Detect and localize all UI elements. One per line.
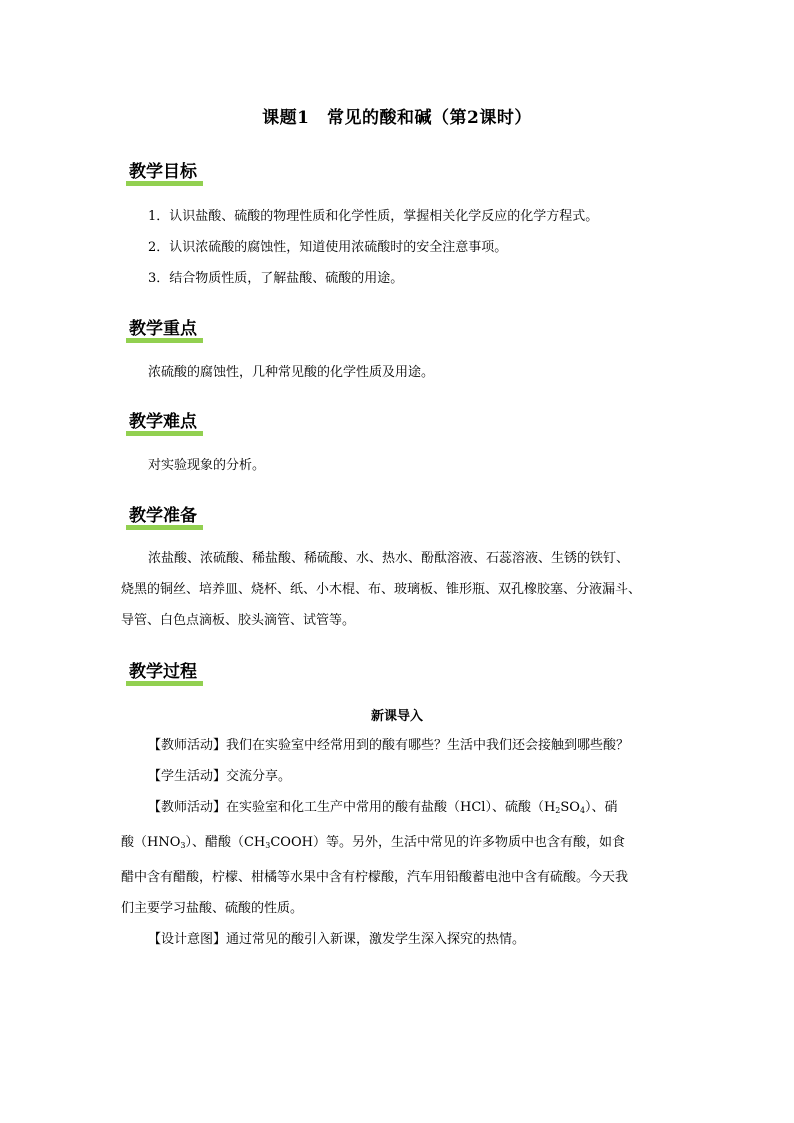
process-subtitle: 新课导入 (370, 709, 423, 724)
page-title: 课题1 常见的酸和碱（第2课时） (262, 108, 532, 128)
section-heading-difficulties: 教学难点 (126, 410, 203, 436)
section-heading-key-points: 教学重点 (126, 317, 203, 343)
difficulties-text: 对实验现象的分析。 (148, 458, 266, 473)
section-heading-goals: 教学目标 (126, 160, 203, 186)
goal-item-3: 3．结合物质性质，了解盐酸、硫酸的用途。 (148, 271, 404, 286)
process-paragraph-teacher-2-line-1: 【教师活动】在实验室和化工生产中常用的酸有盐酸（HCl）、硫酸$(H_2SO_4)$、硝 (148, 800, 618, 815)
process-paragraph-teacher-2-line-2: 酸$(HNO_3)$、醋酸$(CH_3COOH)$等。另外，生活中常见的许多物质中也含有酸，如食 (121, 835, 625, 850)
section-heading-preparation: 教学准备 (126, 504, 203, 530)
goal-item-2: 2．认识浓硫酸的腐蚀性，知道使用浓硫酸时的安全注意事项。 (148, 240, 508, 255)
preparation-line-3: 导管、白色点滴板、胶头滴管、试管等。 (121, 613, 356, 628)
section-heading-process: 教学过程 (126, 660, 203, 686)
goal-item-1: 1．认识盐酸、硫酸的物理性质和化学性质，掌握相关化学反应的化学方程式。 (148, 209, 599, 224)
process-paragraph-teacher-2-line-3: 醋中含有醋酸，柠檬、柑橘等水果中含有柠檬酸，汽车用铅酸蓄电池中含有硫酸。今天我 (121, 870, 629, 885)
process-paragraph-design-intent: 【设计意图】通过常见的酸引入新课，激发学生深入探究的热情。 (148, 932, 526, 947)
process-paragraph-teacher-1: 【教师活动】我们在实验室中经常用到的酸有哪些？生活中我们还会接触到哪些酸？ (148, 738, 630, 753)
key-points-text: 浓硫酸的腐蚀性，几种常见酸的化学性质及用途。 (148, 365, 435, 380)
preparation-line-1: 浓盐酸、浓硫酸、稀盐酸、稀硫酸、水、热水、酚酞溶液、石蕊溶液、生锈的铁钉、 (148, 551, 630, 566)
process-paragraph-student: 【学生活动】交流分享。 (148, 769, 292, 784)
preparation-line-2: 烧黑的铜丝、培养皿、烧杯、纸、小木棍、布、玻璃板、锥形瓶、双孔橡胶塞、分液漏斗、 (121, 582, 642, 597)
process-paragraph-teacher-2-line-4: 们主要学习盐酸、硫酸的性质。 (121, 901, 304, 916)
